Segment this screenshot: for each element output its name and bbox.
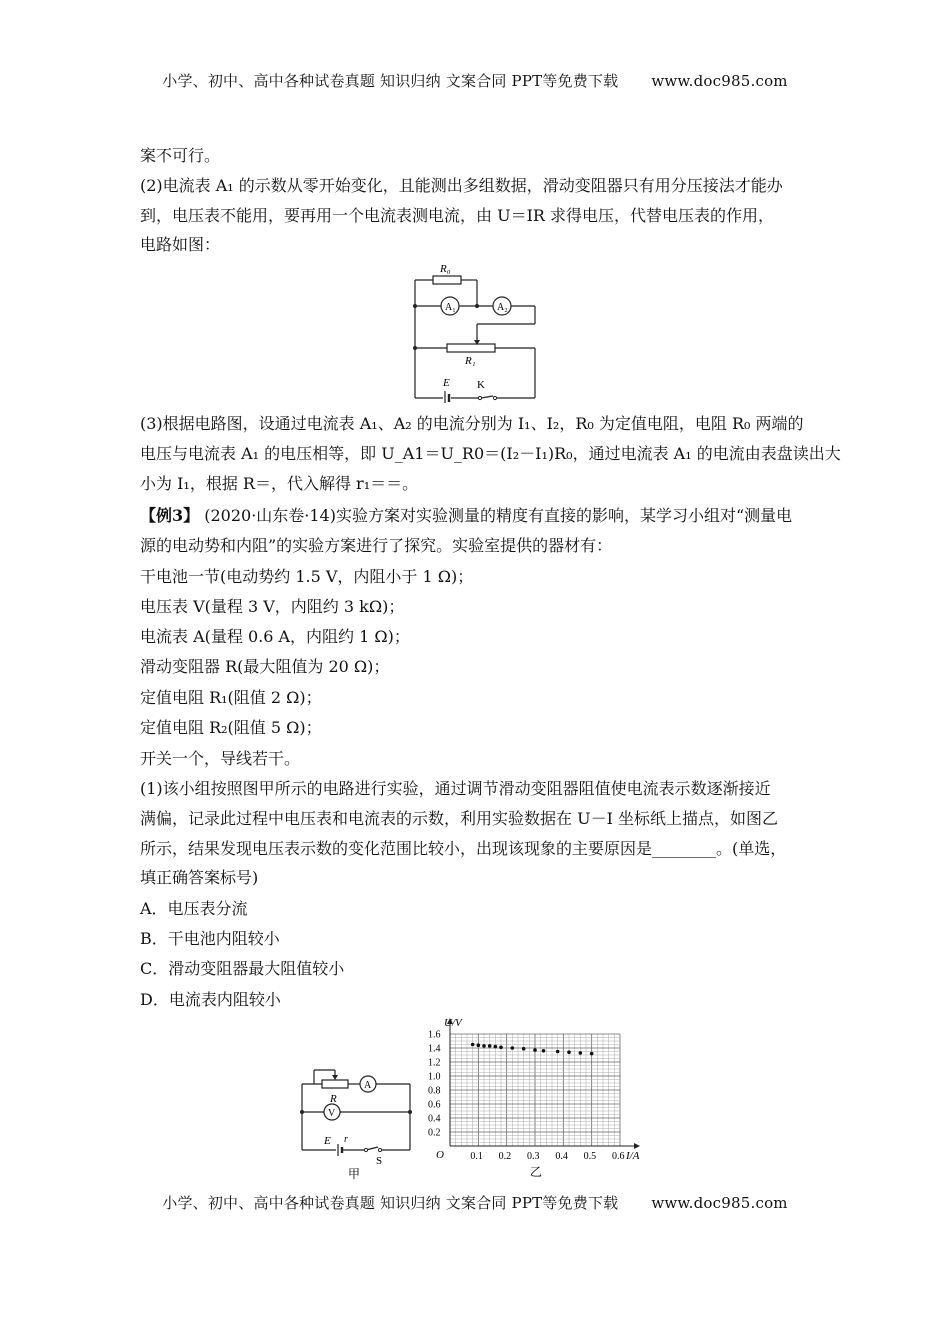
data-point [579,1051,583,1055]
label-A2: A₂ [497,302,508,313]
origin-label: O [436,1149,444,1161]
label-E: E [324,1135,331,1147]
example-text: (2020·山东卷·14)实验方案对实验测量的精度有直接的影响，某学习小组对“测量电 [204,506,793,525]
label-R: R [330,1093,337,1105]
page-footer [0,1192,950,1213]
text-line: (2)电流表 A₁ 的示数从零开始变化，且能测出多组数据，滑动变阻器只有用分压接法才能办 [140,176,783,195]
example-heading [140,505,830,527]
text-line: (3)根据电路图，设通过电流表 A₁、A₂ 的电流分别为 I₁、I₂，R₀ 为定值电阻，电阻 R₀ 两端的 [140,414,804,433]
data-point [499,1046,503,1050]
y-tick-label: 1.6 [428,1029,441,1041]
label-V: V [328,1108,336,1119]
x-tick-label: 0.5 [583,1151,597,1162]
footer-text: 小学、初中、高中各种试卷真题 知识归纳 文案合同 PPT等免费下载 [162,1194,619,1212]
caption-jia: 甲 [348,1167,361,1181]
text-line: 定值电阻 R₂(阻值 5 Ω)； [140,718,322,737]
x-tick-label: 0.3 [527,1151,540,1162]
text-line: 满偏，记录此过程中电压表和电流表的示数，利用实验数据在 U－I 坐标纸上描点，如图乙 [140,809,778,828]
x-axis-arrow [634,1143,640,1149]
ui-graph [420,1018,660,1187]
option-c: C．滑动变阻器最大阻值较小 [140,959,345,978]
data-point [522,1047,526,1051]
text-line: (1)该小组按照图甲所示的电路进行实验，通过调节滑动变阻器阻值使电流表示数逐渐接近 [140,779,771,798]
text-line: 到，电压表不能用，要再用一个电流表测电流，由 U＝IR 求得电压，代替电压表的作用， [140,206,775,225]
text-line: 所示，结果发现电压表示数的变化范围比较小，出现该现象的主要原因是________。(单选， [140,839,787,858]
label-S: S [376,1155,383,1167]
text-line: 干电池一节(电动势约 1.5 V，内阻小于 1 Ω)； [140,567,474,586]
data-point [494,1045,498,1049]
option-d: D．电流表内阻较小 [140,990,281,1009]
data-point [488,1044,492,1048]
caption-yi: 乙 [530,1165,543,1179]
data-point [471,1043,475,1047]
text-line: 开关一个，导线若干。 [140,749,301,768]
header-site: www.doc985.com [651,72,788,90]
text-line: 电压表 V(量程 3 V，内阻约 3 kΩ)； [140,597,405,616]
x-tick-label: 0.4 [555,1151,568,1162]
text-line: 小为 I₁，根据 R＝，代入解得 r₁＝＝。 [140,474,419,493]
x-tick-label: 0.1 [470,1151,483,1162]
footer-site: www.doc985.com [651,1194,788,1212]
data-point [567,1050,571,1054]
option-a: A．电压表分流 [140,899,248,918]
header-text: 小学、初中、高中各种试卷真题 知识归纳 文案合同 PPT等免费下载 [162,72,619,90]
y-tick-label: 0.8 [428,1085,441,1097]
y-tick-label: 0.4 [428,1113,441,1125]
data-point [556,1050,560,1054]
y-tick-label: 1.2 [428,1057,441,1069]
label-A1: A₁ [445,302,456,313]
text-line: 电路如图： [140,235,221,254]
y-tick-label: 0.2 [428,1127,441,1139]
data-point [542,1049,546,1053]
data-point [590,1052,594,1056]
data-point [477,1043,481,1047]
y-tick-label: 1.0 [428,1071,441,1083]
text-line: 滑动变阻器 R(最大阻值为 20 Ω)； [140,657,390,676]
text-line: 案不可行。 [140,146,221,165]
label-r: r [344,1134,348,1145]
label-E: E [443,377,450,389]
data-point [511,1046,515,1050]
label-R0: R₀ [440,263,451,275]
label-A: A [364,1080,372,1091]
circuit-diagram-2 [292,1062,417,1186]
text-line: 电压与电流表 A₁ 的电压相等，即 U_A1＝U_R0＝(I₂－I₁)R₀，通过电流表 A₁ 的电流由表盘读出大 [140,444,841,463]
text-line: 电流表 A(量程 0.6 A，内阻约 1 Ω)； [140,627,410,646]
example-tag: 【例3】 [140,506,200,525]
text-line: 填正确答案标号) [140,868,259,887]
y-tick-label: 0.6 [428,1099,441,1111]
text-line: 定值电阻 R₁(阻值 2 Ω)； [140,688,322,707]
text-line: 源的电动势和内阻”的实验方案进行了探究。实验室提供的器材有： [140,536,613,555]
option-b: B．干电池内阻较小 [140,929,280,948]
x-tick-label: 0.6 [612,1151,625,1162]
label-R1: R₁ [465,355,476,367]
y-axis-label: U/V [444,1018,462,1029]
y-tick-label: 1.4 [428,1043,441,1055]
data-point [482,1044,486,1048]
label-K: K [477,379,485,391]
x-tick-label: 0.2 [498,1151,512,1162]
page-header [0,70,950,91]
data-point [533,1048,537,1052]
x-axis-label: I/A [626,1150,640,1162]
circuit-diagram-1 [405,258,545,407]
